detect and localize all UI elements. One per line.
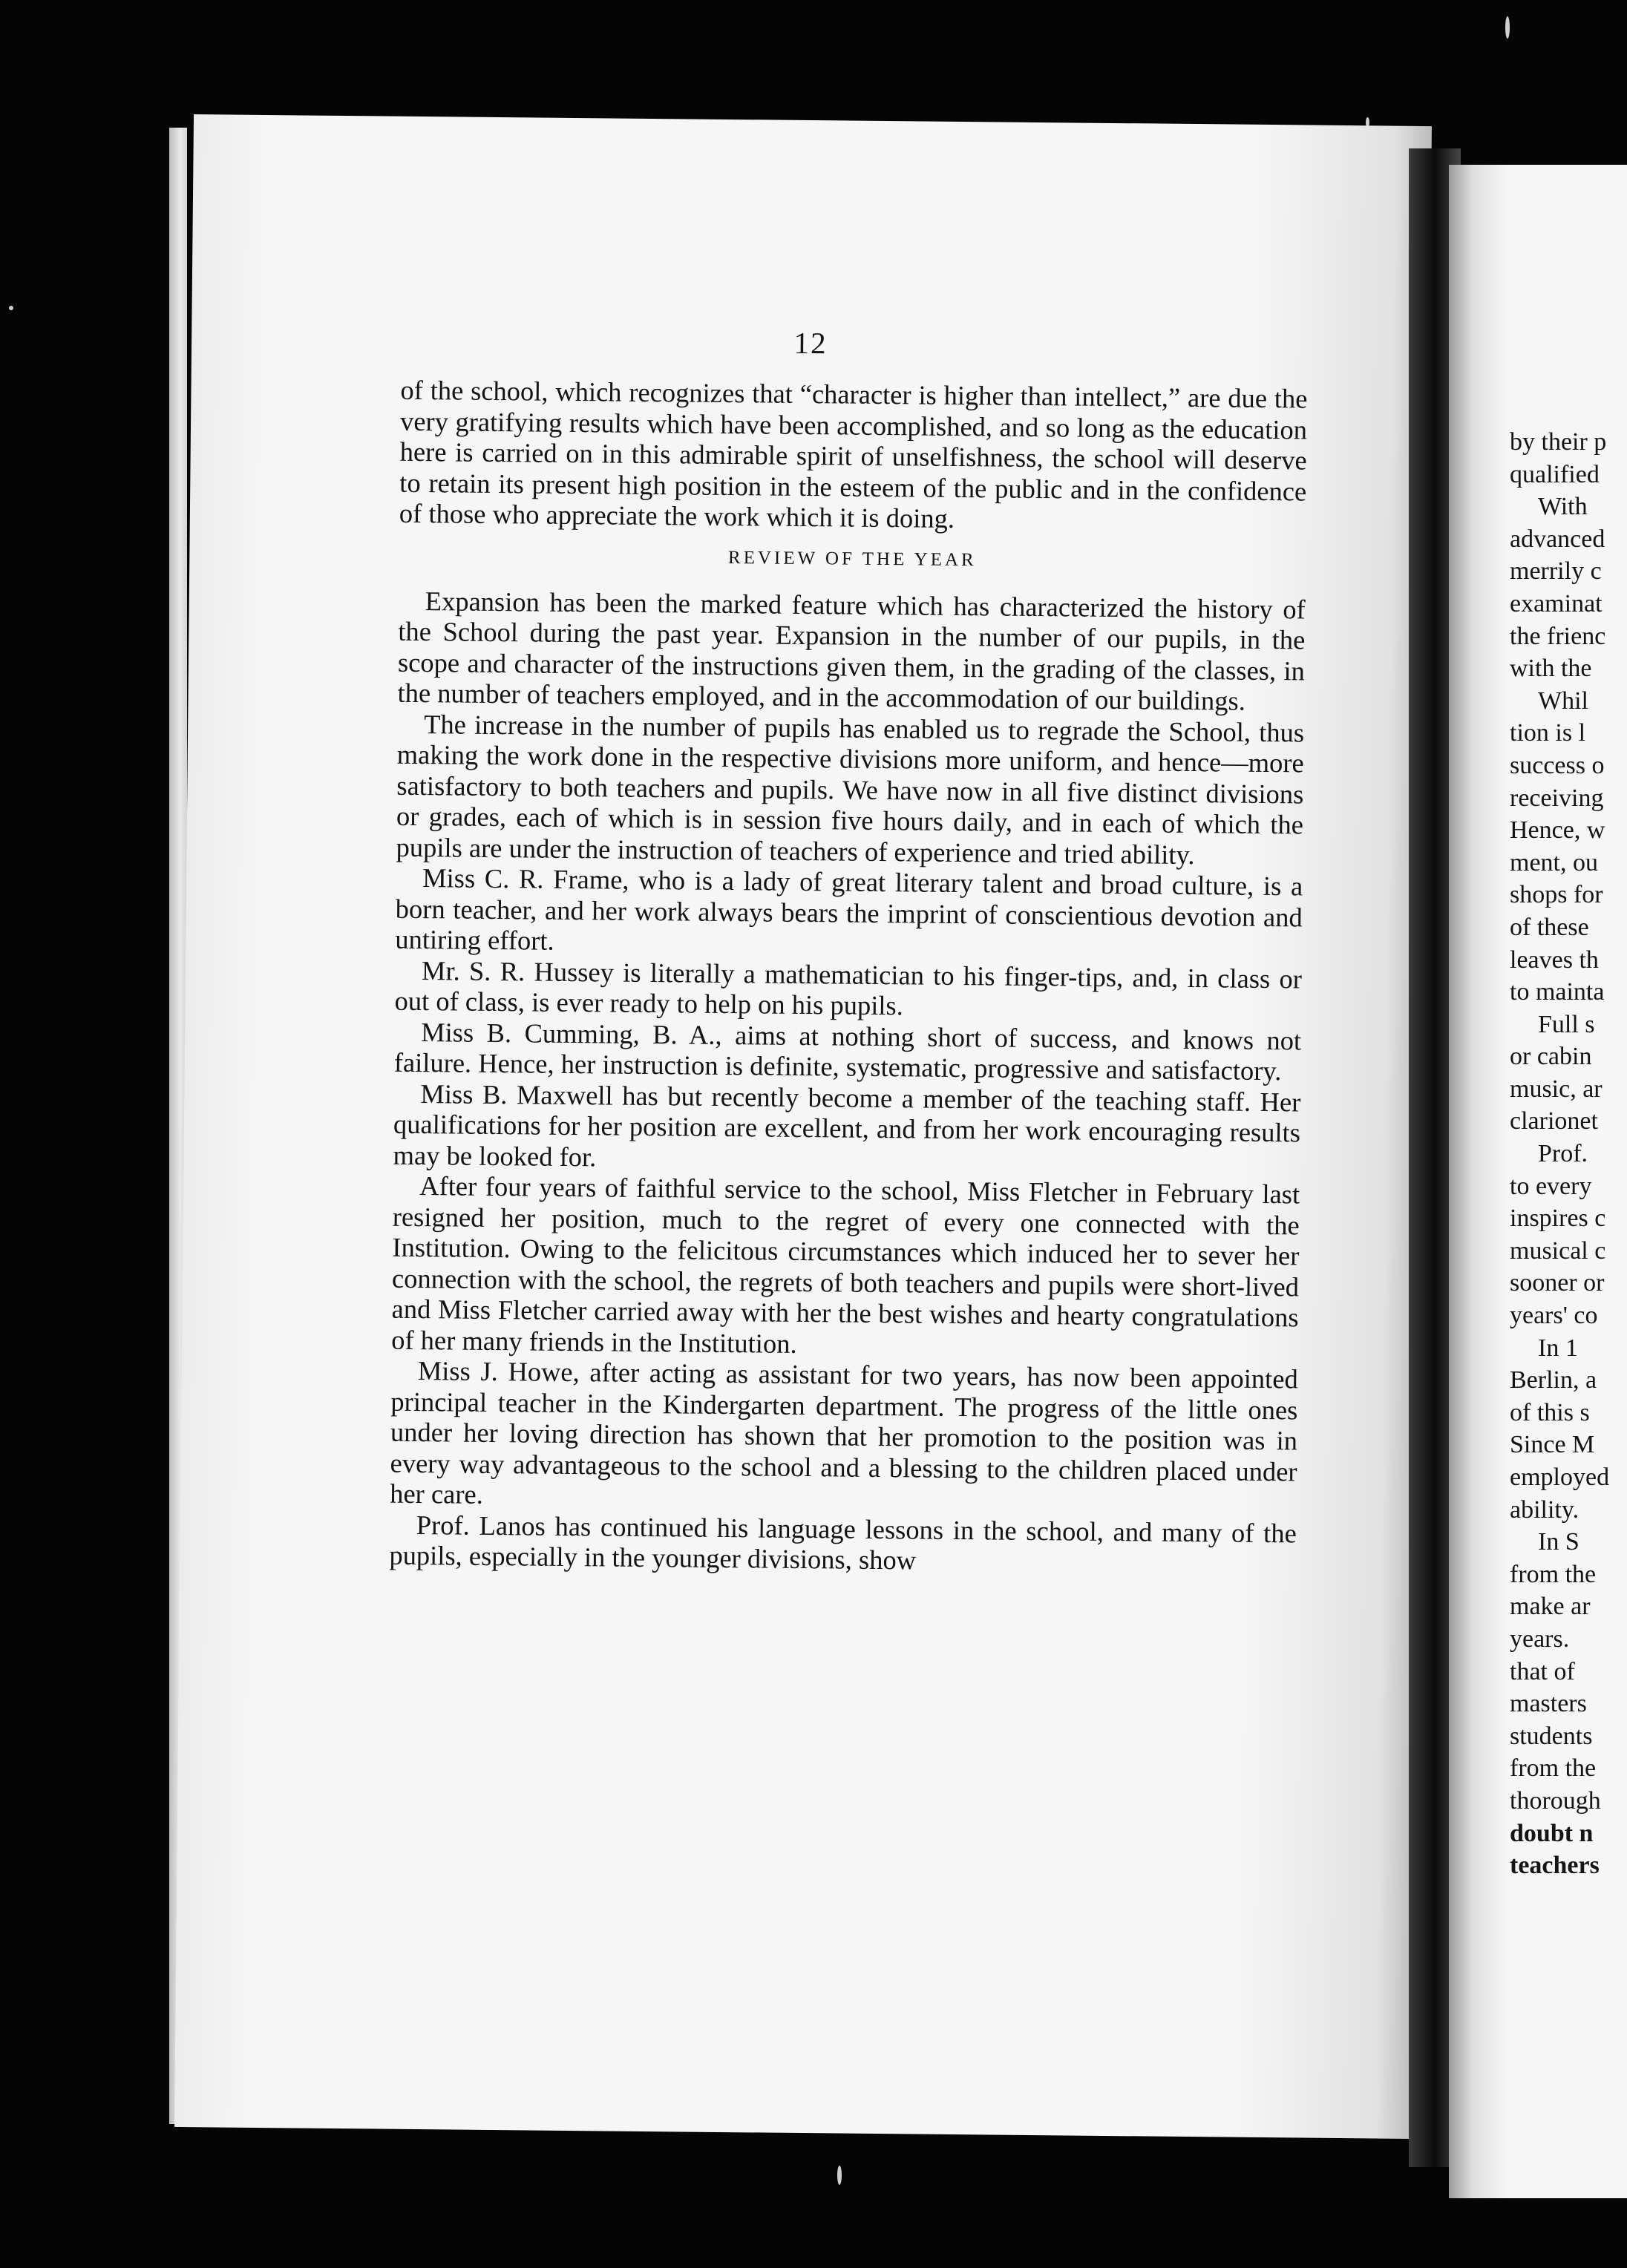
paragraph-intro: of the school, which recognizes that “character is higher than intellect,” are due the very gratifying results which have been accomplished, and so long as the education here is carried on in this admirable spirit of unselfishness, the school will deserve to retain its present high position in the esteem of the public and in the confidence of those who appreciate the work which it is doing. (399, 374, 1308, 534)
paragraph-maxwell: Miss B. Maxwell has but recently become a member of the teaching staff. Her qualifications for her position are excellent, and from her work encouraging results may be looked for. (393, 1078, 1301, 1172)
text-line: In S (1538, 1528, 1579, 1556)
text-line: years. (1510, 1625, 1570, 1653)
text-line: clarionet (1510, 1107, 1598, 1135)
text-line: to every (1510, 1172, 1592, 1200)
text-line: Hence, w (1510, 816, 1605, 845)
text-line: leaves th (1510, 945, 1599, 974)
text-line: Since M (1510, 1431, 1595, 1459)
text-line: success o (1510, 751, 1605, 779)
text-line: thorough (1510, 1786, 1601, 1815)
left-page (174, 114, 1432, 2139)
text-line: inspires c (1510, 1205, 1606, 1233)
dust-speck (9, 306, 13, 310)
text-line: musical c (1510, 1236, 1606, 1265)
text-line: with the (1510, 655, 1592, 683)
text-line: teachers (1510, 1852, 1600, 1880)
text-line: that of (1510, 1657, 1575, 1685)
dust-speck (837, 2166, 842, 2185)
text-line: ability. (1510, 1495, 1579, 1524)
text-line: shops for (1510, 881, 1603, 909)
text-line: make ar (1510, 1593, 1591, 1621)
text-line: from the (1510, 1560, 1597, 1588)
text-line: masters (1510, 1690, 1587, 1718)
left-page-text (389, 375, 1307, 1579)
text-line: by their p (1510, 428, 1607, 456)
page-number: 12 (793, 325, 828, 361)
right-page-text (1510, 426, 1609, 1882)
paragraph-increase: The increase in the number of pupils has enabled us to regrade the School, thus making the work done in the respective divisions more uniform, and hence—more satisfactory to both teachers and pupils. We have now in all five distinct divisions or grades, each of which is in session five hours daily, and in each of which the pupils are under the instruction of teachers of experience and tried ability. (396, 708, 1305, 870)
paragraph-howe: Miss J. Howe, after acting as assistant for two years, has now been appointed principal teacher in the Kindergarten department. The progress of the little ones under her loving direction has shown that her promotion to the position was in every way advantageous to the school and a blessing to the children placed under her care. (390, 1355, 1298, 1510)
paragraph-cumming: Miss B. Cumming, B. A., aims at nothing short of success, and knows not failure. Hence, her instruction is definite, systematic, progressive and satisfactory. (393, 1016, 1302, 1087)
text-line: from the (1510, 1754, 1597, 1783)
text-line: doubt n (1510, 1819, 1594, 1847)
right-page (1449, 165, 1627, 2198)
text-line: of these (1510, 913, 1589, 941)
text-line: of this s (1510, 1398, 1590, 1426)
text-line: music, ar (1510, 1075, 1603, 1103)
text-line: years' co (1510, 1302, 1598, 1330)
text-line: the frienc (1510, 622, 1606, 650)
text-line: tion is l (1510, 719, 1586, 747)
paragraph-lanos: Prof. Lanos has continued his language lessons in the school, and many of the pupils, especially in the younger divisions, show (389, 1509, 1297, 1576)
section-heading: REVIEW OF THE YEAR (727, 547, 977, 570)
text-line: or cabin (1510, 1043, 1592, 1071)
text-line: advanced (1510, 525, 1605, 553)
dust-speck (1505, 16, 1510, 39)
paragraph-fletcher: After four years of faithful service to the school, Miss Fletcher in February last resigned her position, much to the regret of every one connected with the Institution. Owing to the felicitous circumstances which induced her to sever her connection with the school, the regrets of both teachers and pupils were short-lived and Miss Fletcher carried away with her the best wishes and hearty congratulations of her many friends in the Institution. (391, 1170, 1300, 1359)
text-line: sooner or (1510, 1269, 1605, 1297)
text-line: students (1510, 1722, 1593, 1750)
text-line: Prof. (1538, 1140, 1588, 1168)
text-line: Whil (1538, 686, 1588, 715)
text-line: qualified (1510, 460, 1600, 488)
text-line: Full s (1538, 1010, 1595, 1038)
text-line: employed (1510, 1464, 1610, 1491)
paragraph-expansion: Expansion has been the marked feature which has characterized the history of the School during the past year. Expansion in the number of our pupils, in the scope and character of the instructions given them, in the grading of the classes, in the number of teachers employed, and in the accommodation of our buildings. (397, 585, 1306, 716)
paragraph-hussey: Mr. S. R. Hussey is literally a mathematician to his finger-tips, and, in class or out of class, is ever ready to help on his pupils. (394, 954, 1303, 1021)
text-line: ment, ou (1510, 848, 1598, 876)
text-line: Berlin, a (1510, 1366, 1597, 1394)
text-line: In 1 (1538, 1334, 1578, 1362)
paragraph-frame: Miss C. R. Frame, who is a lady of great literary talent and broad culture, is a born teacher, and her work always bears the imprint of conscientious devotion and untiring effort. (395, 862, 1303, 956)
text-line: merrily c (1510, 557, 1602, 586)
text-line: examinat (1510, 589, 1603, 617)
text-line: to mainta (1510, 978, 1605, 1006)
text-line: receiving (1510, 784, 1604, 812)
text-line: With (1538, 493, 1588, 521)
